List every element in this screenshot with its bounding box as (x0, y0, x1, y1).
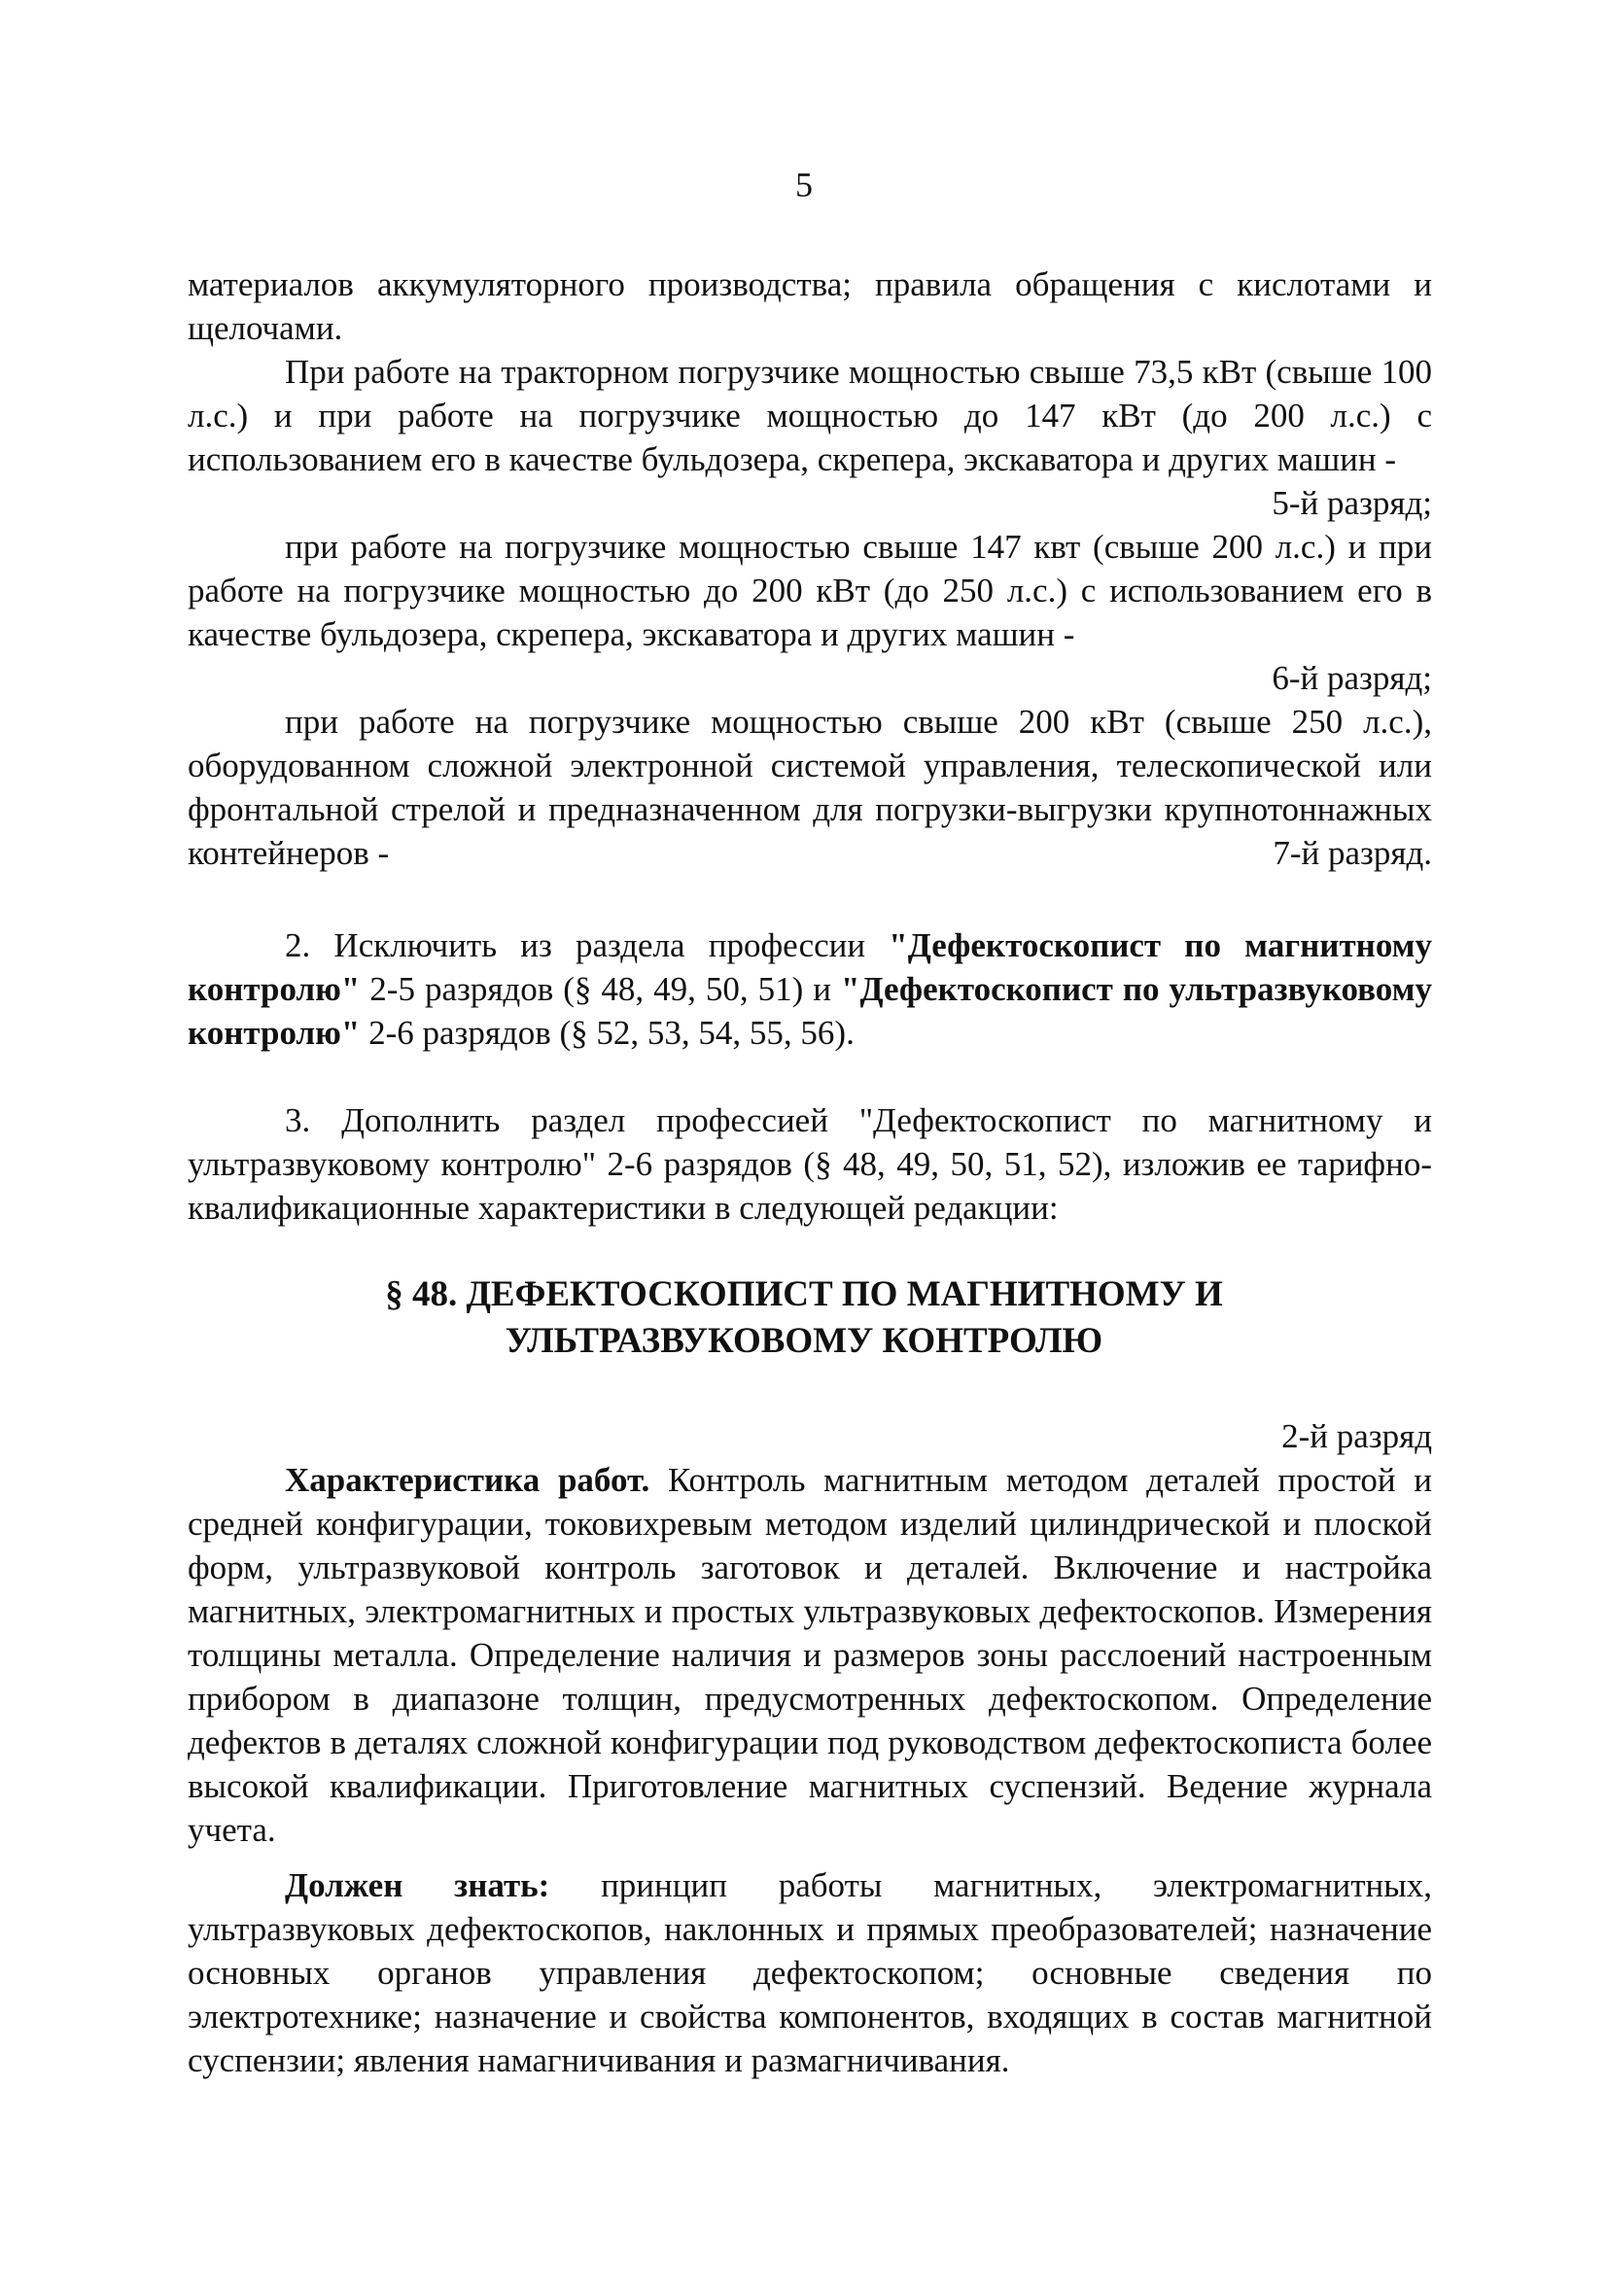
characteristics-label: Характеристика работ. (285, 1461, 650, 1499)
item3-text: 3. Дополнить раздел профессией "Дефектоскопист по магнитному и ультразвуковому контролю" 2-6 разрядов (§ 48, 49, 50, 51, 52), изложив ее тарифно-квалификационные характеристики в следующей редакции: (188, 1101, 1432, 1227)
item2-part1: 2. Исключить из раздела профессии (285, 926, 890, 964)
rank-2: 2-й разряд (1281, 1417, 1432, 1455)
section-heading (0, 1271, 1608, 1365)
item2-part3: 2-6 разрядов (§ 52, 53, 54, 55, 56). (360, 1014, 855, 1052)
rank-7: 7-й разряд. (1253, 831, 1432, 875)
knowledge-text: принцип работы магнитных, электромагнитных, ультразвуковых дефектоскопов, наклонных и прямых преобразователей; назначение основных органов управления дефектоскопом; основные сведения по электротехнике; назначение и свойства компонентов, входящих в состав магнитной суспензии; явления намагничивания и размагничивания. (188, 1866, 1432, 2079)
heading-line-2: УЛЬТРАЗВУКОВОМУ КОНТРОЛЮ (505, 1321, 1103, 1361)
loader-paragraph-3 (188, 700, 1432, 875)
loader-text-2: при работе на погрузчике мощностью свыше 147 квт (свыше 200 л.с.) и при работе на погрузчике мощностью до 200 кВт (до 250 л.с.) с использованием его в качестве бульдозера, скрепера, экскаватора и других машин - (188, 528, 1432, 653)
item2-bold2: "Дефектоскопист по ультразвуковому контролю" (188, 970, 1432, 1052)
item2-bold1: "Дефектоскопист по магнитному контролю" (188, 926, 1432, 1008)
item-2 (188, 923, 1432, 1055)
paragraph-continuation: материалов аккумуляторного производства; правила обращения с кислотами и щелочами. (188, 265, 1432, 347)
loader-paragraph-1-full (188, 350, 1432, 481)
loader-paragraph-2 (188, 525, 1432, 656)
item-3 (188, 1098, 1432, 1230)
top-section (188, 262, 1432, 350)
characteristics-paragraph (188, 1458, 1432, 1852)
knowledge-label: Должен знать: (285, 1866, 550, 1904)
item2-part2: 2-5 разрядов (§ 48, 49, 50, 51) и (360, 970, 842, 1008)
heading-line-1: § 48. ДЕФЕКТОСКОПИСТ ПО МАГНИТНОМУ И (385, 1274, 1223, 1314)
page-number: 5 (795, 165, 813, 204)
loader-text-1b: При работе на тракторном погрузчике мощностью свыше 73,5 кВт (свыше 100 л.с.) и при работе на погрузчике мощностью до 147 кВт (до 200 л.с.) с использованием его в качестве бульдозера, скрепера, экскаватора и других машин - (188, 353, 1432, 478)
rank-2-block (188, 1414, 1432, 2082)
knowledge-paragraph (188, 1863, 1432, 2082)
rank-5: 5-й разряд; (1272, 484, 1432, 522)
rank-6: 6-й разряд; (1272, 659, 1432, 697)
loader-text-3: при работе на погрузчике мощностью свыше 200 кВт (свыше 250 л.с.), оборудованном сложной электронной системой управления, телескопической или фронтальной стрелой и предназначенном для погрузки-выгрузки крупнотоннажных контейнеров - (188, 703, 1432, 872)
characteristics-text: Контроль магнитным методом деталей простой и средней конфигурации, токовихревым методом изделий цилиндрической и плоской форм, ультразвуковой контроль заготовок и деталей. Включение и настройка магнитных, электромагнитных и простых ультразвуковых дефектоскопов. Измерения толщины металла. Определение наличия и размеров зоны расслоений настроенным прибором в диапазоне толщин, предусмотренных дефектоскопом. Определение дефектов в деталях сложной конфигурации под руководством дефектоскописта более высокой квалификации. Приготовление магнитных суспензий. Ведение журнала учета. (188, 1461, 1432, 1849)
